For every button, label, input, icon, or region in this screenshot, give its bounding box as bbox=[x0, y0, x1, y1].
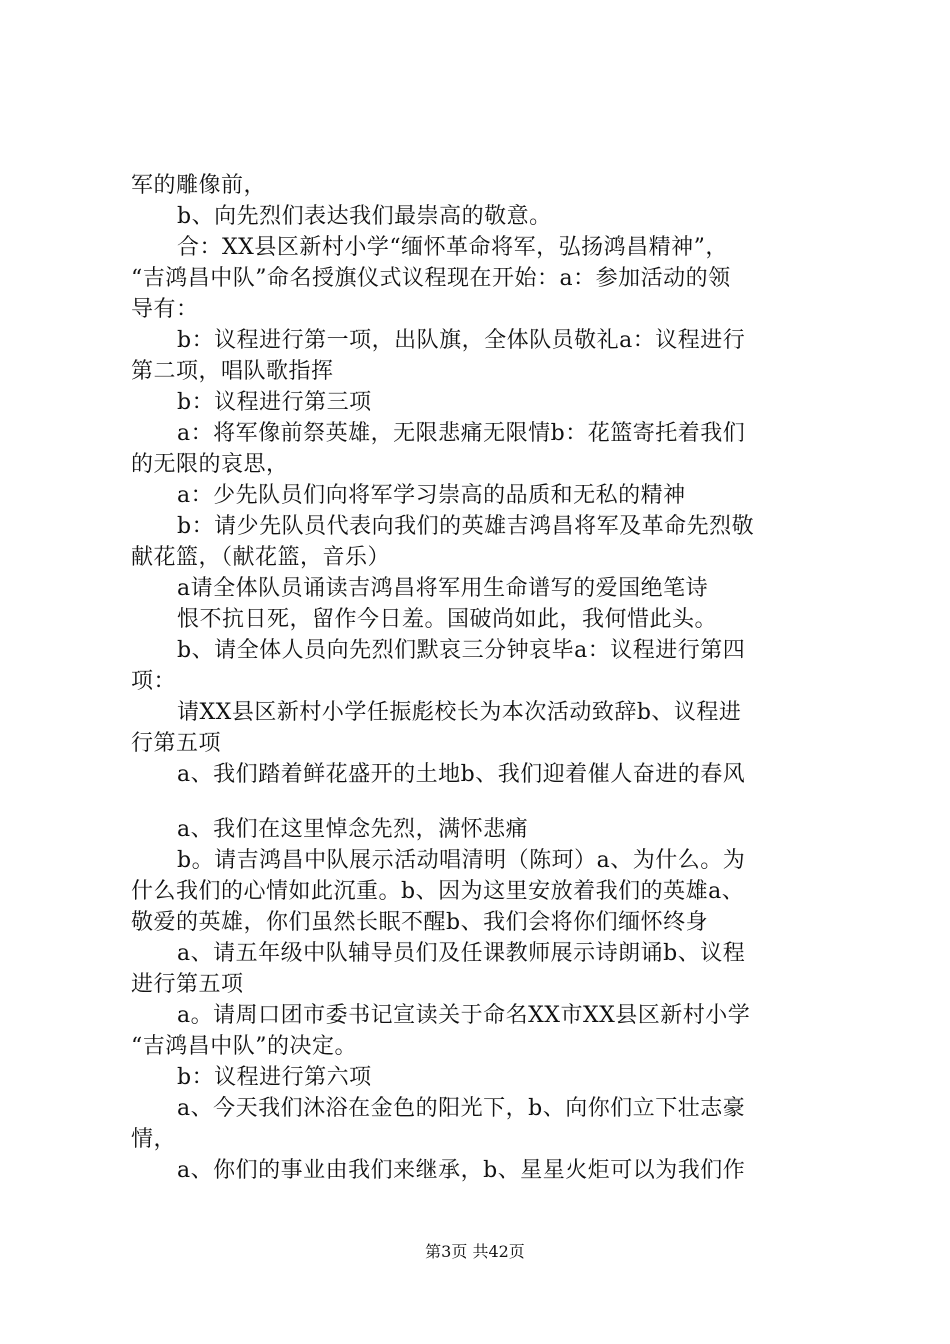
text-line: “吉鸿昌中队”命名授旗仪式议程现在开始：a：参加活动的领 bbox=[131, 266, 731, 291]
text-line: b：议程进行第三项 bbox=[177, 390, 372, 415]
text-line: a：少先队员们向将军学习崇高的品质和无私的精神 bbox=[177, 483, 686, 508]
text-line: 请XX县区新村小学任振彪校长为本次活动致辞b、议程进 bbox=[177, 700, 742, 725]
text-line: b：议程进行第六项 bbox=[177, 1065, 372, 1090]
text-line: a请全体队员诵读吉鸿昌将军用生命谱写的爱国绝笔诗 bbox=[177, 576, 709, 601]
text-line: b、请全体人员向先烈们默哀三分钟哀毕a：议程进行第四 bbox=[177, 638, 746, 663]
paragraph-gap bbox=[131, 790, 831, 814]
text-line: a：将军像前祭英雄，无限悲痛无限情b：花篮寄托着我们 bbox=[177, 421, 746, 446]
text-line: “吉鸿昌中队”的决定。 bbox=[131, 1034, 357, 1059]
text-line: 导有： bbox=[131, 297, 199, 322]
text-line: 第二项，唱队歌指挥 bbox=[131, 359, 334, 384]
text-line: 什么我们的心情如此沉重。b、因为这里安放着我们的英雄a、 bbox=[131, 879, 745, 904]
text-line: a、你们的事业由我们来继承，b、星星火炬可以为我们作 bbox=[177, 1158, 746, 1183]
text-line: b：请少先队员代表向我们的英雄吉鸿昌将军及革命先烈敬 bbox=[177, 514, 755, 539]
text-line: a、请五年级中队辅导员们及任课教师展示诗朗诵b、议程 bbox=[177, 941, 746, 966]
text-line: 行第五项 bbox=[131, 731, 222, 756]
text-line: a。请周口团市委书记宣读关于命名XX市XX县区新村小学 bbox=[177, 1003, 751, 1028]
text-line: b。请吉鸿昌中队展示活动唱清明（陈珂）a、为什么。为 bbox=[177, 848, 746, 873]
text-line: 献花篮，（献花篮，音乐） bbox=[131, 545, 391, 570]
text-line: 恨不抗日死，留作今日羞。国破尚如此，我何惜此头。 bbox=[177, 607, 718, 632]
page-footer: 第3页 共42页 bbox=[425, 1242, 525, 1261]
text-line: a、我们踏着鲜花盛开的土地b、我们迎着催人奋进的春风 bbox=[177, 762, 746, 787]
text-line: 合：XX县区新村小学“缅怀革命将军，弘扬鸿昌精神”， bbox=[177, 235, 728, 260]
text-line: 军的雕像前， bbox=[131, 173, 267, 198]
text-line: b、向先烈们表达我们最崇高的敬意。 bbox=[177, 204, 552, 229]
body-text bbox=[131, 170, 831, 1186]
text-line: a、我们在这里悼念先烈，满怀悲痛 bbox=[177, 817, 529, 842]
text-line: b：议程进行第一项，出队旗，全体队员敬礼a：议程进行 bbox=[177, 328, 746, 353]
text-line: 敬爱的英雄，你们虽然长眠不醒b、我们会将你们缅怀终身 bbox=[131, 910, 709, 935]
text-line: a、今天我们沐浴在金色的阳光下，b、向你们立下壮志豪 bbox=[177, 1096, 746, 1121]
text-line: 进行第五项 bbox=[131, 972, 244, 997]
text-line: 的无限的哀思， bbox=[131, 452, 289, 477]
text-line: 项： bbox=[131, 669, 177, 694]
text-line: 情， bbox=[131, 1127, 177, 1152]
